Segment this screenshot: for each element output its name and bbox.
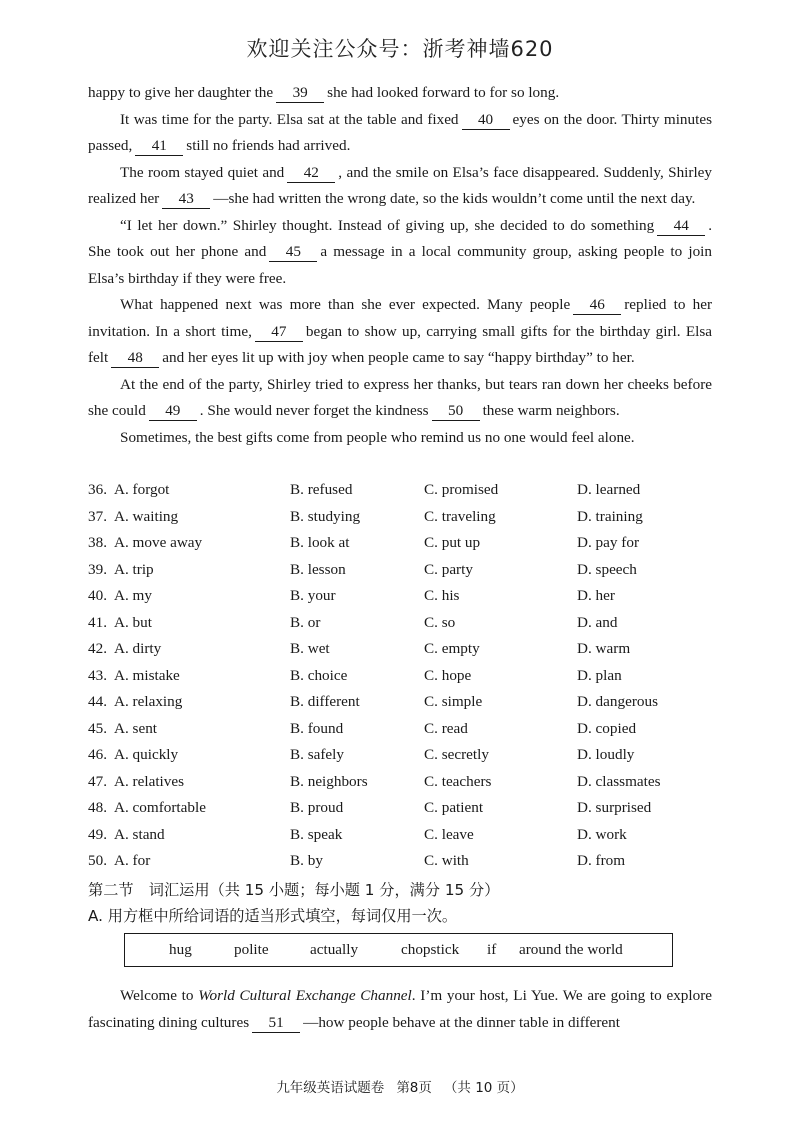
- option-b: B. choice: [290, 666, 348, 684]
- option-b: B. studying: [290, 507, 361, 525]
- text: —she had written the wrong date, so the kids wouldn’t come until the next day.: [213, 190, 696, 207]
- question-number: 42.: [88, 640, 107, 657]
- word-hug: hug: [169, 941, 192, 958]
- option-b: B. different: [290, 693, 360, 710]
- option-a: [88, 822, 290, 849]
- option-c: C. promised: [424, 481, 499, 498]
- option-d: D. surprised: [577, 799, 652, 816]
- blank-39: 39: [276, 84, 324, 103]
- footer-title: 九年级英语试题卷: [276, 1080, 385, 1096]
- blank-49: 49: [149, 402, 197, 421]
- option-c: C. patient: [424, 799, 484, 816]
- footer-total: （共 10 页）: [443, 1080, 524, 1096]
- option-b: B. safely: [290, 746, 344, 763]
- option-a-text: A. dirty: [114, 640, 162, 657]
- question-number: 44.: [88, 693, 107, 710]
- paragraph-3: [88, 160, 712, 213]
- text: . She took out her phone and: [88, 216, 712, 260]
- option-a-text: A. stand: [114, 825, 165, 843]
- option-row: [88, 477, 728, 504]
- option-d: D. pay for: [577, 534, 639, 551]
- option-a-text: A. quickly: [114, 746, 179, 763]
- option-d: D. warm: [577, 640, 631, 657]
- option-b: B. by: [290, 852, 323, 869]
- word-if: if: [487, 941, 497, 958]
- blank-48: 48: [111, 349, 159, 368]
- option-a-text: A. relaxing: [114, 693, 183, 710]
- text: . I’m your host, Li Yue. We are going to explore fascinating dining cultures: [88, 987, 712, 1031]
- blank-41: 41: [135, 137, 183, 156]
- option-c: C. empty: [424, 640, 480, 657]
- question-number: 43.: [88, 666, 107, 684]
- question-number: 40.: [88, 587, 107, 604]
- option-c: C. simple: [424, 693, 483, 710]
- option-row: [88, 848, 728, 875]
- option-a-text: A. relatives: [114, 772, 185, 790]
- option-b: B. your: [290, 587, 336, 604]
- footer-page: 第8页: [396, 1080, 432, 1096]
- paragraph-7: [88, 425, 712, 452]
- option-b: B. or: [290, 613, 321, 631]
- option-a: [88, 716, 290, 743]
- text: , and the smile on Elsa’s face disappeared. Suddenly, Shirley realized her: [88, 163, 712, 207]
- option-a: [88, 504, 290, 531]
- option-b: B. speak: [290, 825, 343, 843]
- option-row: [88, 742, 728, 769]
- blank-44: 44: [657, 217, 705, 236]
- option-c: C. traveling: [424, 507, 496, 525]
- cloze-passage: [88, 80, 712, 451]
- option-a: [88, 689, 290, 716]
- text: began to show up, carrying small gifts for the birthday girl. Elsa felt: [88, 322, 712, 366]
- option-a: [88, 583, 290, 610]
- option-d: D. loudly: [577, 746, 635, 763]
- option-row: [88, 504, 728, 531]
- paragraph-2: [88, 107, 712, 160]
- text: these warm neighbors.: [482, 402, 620, 419]
- section-title: 第二节 词汇运用（共 15 小题；每小题 1 分，满分 15 分）: [88, 881, 500, 899]
- text: It was time for the party. Elsa sat at the table and fixed: [120, 110, 459, 128]
- option-b: B. proud: [290, 799, 344, 816]
- channel-name: World Cultural Exchange Channel: [198, 987, 412, 1004]
- option-c: C. read: [424, 719, 468, 737]
- text: What happened next was more than she ever expected. Many people: [120, 296, 571, 313]
- option-a: [88, 663, 290, 690]
- paragraph-6: [88, 372, 712, 425]
- option-d: D. training: [577, 507, 643, 525]
- paragraph-4: [88, 213, 712, 293]
- option-b: B. lesson: [290, 560, 346, 578]
- option-d: D. classmates: [577, 772, 661, 790]
- option-d: D. copied: [577, 719, 637, 737]
- word-actually: actually: [310, 941, 359, 958]
- question-number: 39.: [88, 560, 107, 578]
- question-number: 37.: [88, 507, 107, 525]
- option-a-text: A. but: [114, 613, 152, 631]
- blank-40: 40: [462, 111, 510, 130]
- option-a: [88, 530, 290, 557]
- text: she had looked forward to for so long.: [327, 84, 560, 101]
- options-list: [88, 477, 728, 875]
- text: Sometimes, the best gifts come from people who remind us no one would feel alone.: [120, 428, 635, 446]
- text: and her eyes lit up with joy when people came to say “happy birthday” to her.: [162, 349, 635, 366]
- word-box: [124, 933, 673, 967]
- option-b: B. refused: [290, 481, 353, 498]
- option-a: [88, 557, 290, 584]
- option-a-text: A. my: [114, 587, 152, 604]
- question-number: 46.: [88, 746, 107, 763]
- option-row: [88, 636, 728, 663]
- question-number: 36.: [88, 481, 107, 498]
- option-c: C. so: [424, 613, 456, 631]
- option-row: [88, 530, 728, 557]
- section-instruction: A. 用方框中所给词语的适当形式填空，每词仅用一次。: [88, 907, 458, 925]
- text: The room stayed quiet and: [120, 163, 285, 181]
- option-a-text: A. sent: [114, 719, 158, 737]
- text: Welcome to: [120, 987, 194, 1004]
- word-polite: polite: [234, 941, 269, 958]
- option-a-text: A. mistake: [114, 666, 180, 684]
- option-d: D. dangerous: [577, 693, 658, 710]
- question-number: 45.: [88, 719, 107, 737]
- option-a-text: A. forgot: [114, 481, 170, 498]
- option-c: C. with: [424, 852, 469, 869]
- option-a: [88, 769, 290, 796]
- blank-50: 50: [432, 402, 480, 421]
- text: . She would never forget the kindness: [199, 402, 429, 419]
- option-row: [88, 795, 728, 822]
- option-c: C. put up: [424, 534, 481, 551]
- paragraph-1: [88, 80, 712, 107]
- word-around-the-world: around the world: [519, 941, 623, 958]
- option-d: D. from: [577, 852, 626, 869]
- text: At the end of the party, Shirley tried to express her thanks, but tears ran down her cheeks before she could: [88, 375, 712, 419]
- option-c: C. his: [424, 587, 460, 604]
- question-number: 49.: [88, 825, 107, 843]
- paragraph-8: [88, 983, 712, 1036]
- blank-45: 45: [269, 243, 317, 262]
- page-header: 欢迎关注公众号：浙考神墙620: [246, 37, 554, 61]
- blank-51: 51: [252, 1014, 300, 1033]
- paragraph-5: [88, 292, 712, 372]
- option-a: [88, 636, 290, 663]
- option-a-text: A. comfortable: [114, 799, 206, 816]
- option-row: [88, 716, 728, 743]
- text: —how people behave at the dinner table in different: [303, 1013, 620, 1031]
- option-d: D. learned: [577, 481, 641, 498]
- option-d: D. work: [577, 825, 627, 843]
- option-row: [88, 583, 728, 610]
- blank-46: 46: [573, 296, 621, 315]
- option-c: C. teachers: [424, 772, 492, 790]
- option-a-text: A. trip: [114, 560, 154, 578]
- page-footer: [0, 1076, 800, 1096]
- option-a: [88, 477, 290, 504]
- option-c: C. party: [424, 560, 473, 578]
- option-row: [88, 822, 728, 849]
- option-row: [88, 663, 728, 690]
- option-a-text: A. for: [114, 852, 151, 869]
- question-number: 47.: [88, 772, 107, 790]
- option-a: [88, 795, 290, 822]
- option-row: [88, 689, 728, 716]
- option-b: B. found: [290, 719, 344, 737]
- blank-43: 43: [162, 190, 210, 209]
- option-b: B. neighbors: [290, 772, 368, 790]
- option-a: [88, 610, 290, 637]
- option-a-text: A. move away: [114, 534, 203, 551]
- option-row: [88, 557, 728, 584]
- word-chopstick: chopstick: [401, 941, 460, 958]
- option-b: B. wet: [290, 640, 330, 657]
- option-a-text: A. waiting: [114, 507, 179, 525]
- question-number: 48.: [88, 799, 107, 816]
- option-d: D. speech: [577, 560, 637, 578]
- blank-42: 42: [287, 164, 335, 183]
- question-number: 41.: [88, 613, 107, 631]
- option-c: C. leave: [424, 825, 474, 843]
- section-heading: [88, 877, 728, 929]
- text: still no friends had arrived.: [186, 137, 351, 154]
- option-a: [88, 848, 290, 875]
- question-number: 50.: [88, 852, 107, 869]
- text: replied to her invitation. In a short time,: [88, 296, 712, 340]
- option-d: D. her: [577, 587, 615, 604]
- text: happy to give her daughter the: [88, 84, 274, 101]
- text: eyes on the door. Thirty minutes passed,: [88, 110, 712, 154]
- option-row: [88, 610, 728, 637]
- option-b: B. look at: [290, 534, 350, 551]
- question-number: 38.: [88, 534, 107, 551]
- option-a: [88, 742, 290, 769]
- option-row: [88, 769, 728, 796]
- blank-47: 47: [255, 323, 303, 342]
- text: “I let her down.” Shirley thought. Instead of giving up, she decided to do something: [120, 216, 655, 234]
- option-d: D. plan: [577, 666, 622, 684]
- vocab-passage: [88, 983, 712, 1036]
- text: a message in a local community group, asking people to join Elsa’s birthday if they were free.: [88, 243, 712, 287]
- option-d: D. and: [577, 613, 618, 631]
- option-c: C. hope: [424, 666, 472, 684]
- option-c: C. secretly: [424, 746, 489, 763]
